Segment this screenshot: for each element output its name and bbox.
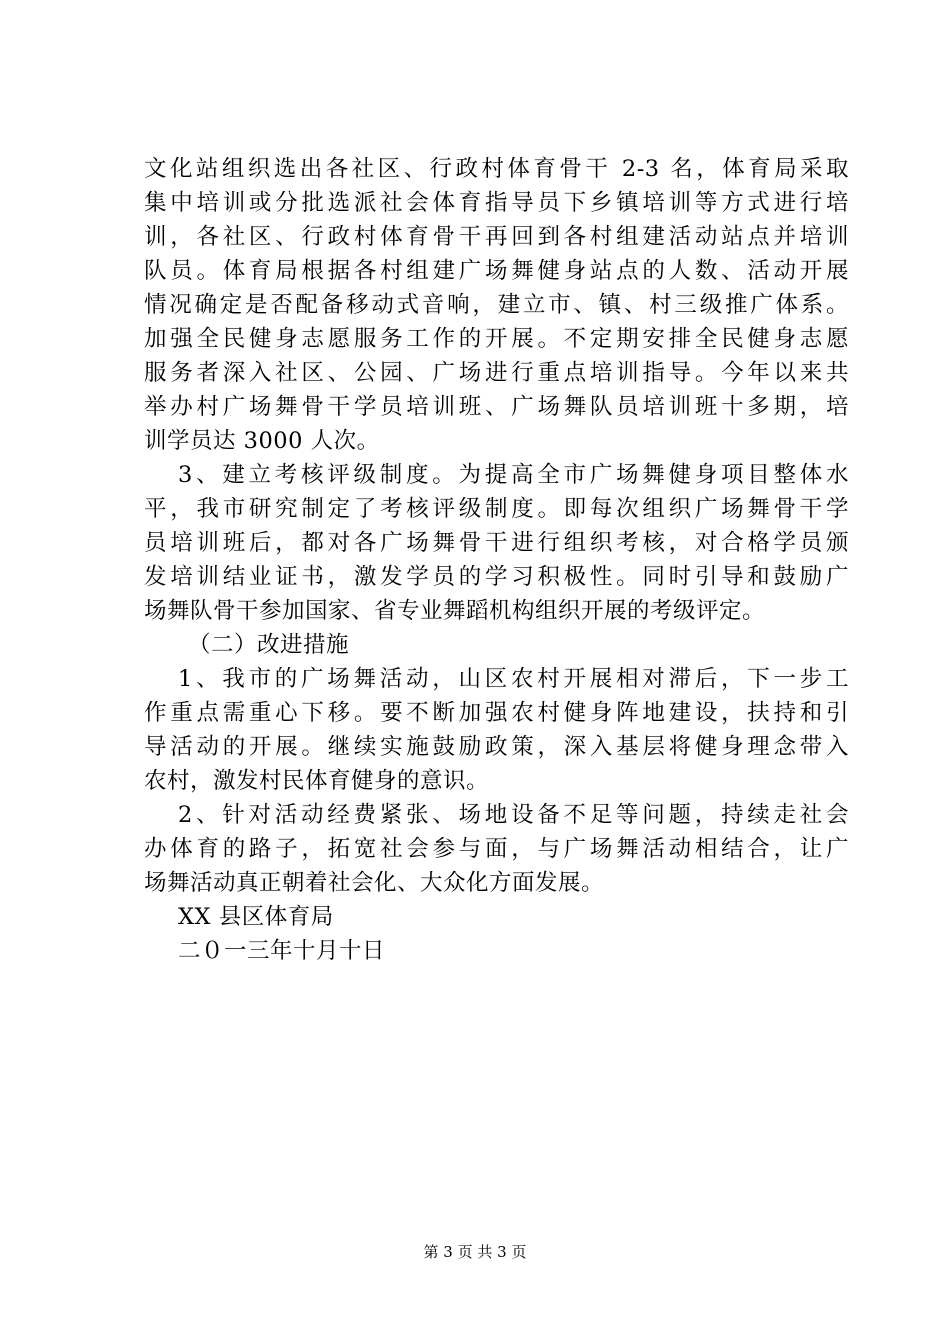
section-heading: （二）改进措施 [188, 632, 350, 658]
body-line: 文化站组织选出各社区、行政村体育骨干 2-3 名，体育局采取 [144, 156, 849, 182]
body-line: 训学员达 3000 人次。 [144, 428, 380, 454]
body-line: 作重点需重心下移。要不断加强农村健身阵地建设，扶持和引 [144, 700, 849, 726]
paragraph-first-line: 3、建立考核评级制度。为提高全市广场舞健身项目整体水 [178, 462, 849, 488]
body-line: 训，各社区、行政村体育骨干再回到各村组建活动站点并培训 [144, 224, 849, 250]
body-line: 员培训班后，都对各广场舞骨干进行组织考核，对合格学员颁 [144, 530, 849, 556]
page-number-footer: 第 3 页 共 3 页 [423, 1243, 527, 1261]
body-line: 农村，激发村民体育健身的意识。 [144, 768, 490, 794]
signature-date: 二０一三年十月十日 [178, 938, 386, 964]
document-body [144, 152, 849, 968]
paragraph-first-line: 2、针对活动经费紧张、场地设备不足等问题，持续走社会 [178, 802, 849, 828]
signature-organization: XX 县区体育局 [178, 904, 334, 930]
body-line: 队员。体育局根据各村组建广场舞健身站点的人数、活动开展 [144, 258, 849, 284]
body-line: 办体育的路子，拓宽社会参与面，与广场舞活动相结合，让广 [144, 836, 849, 862]
body-line: 发培训结业证书，激发学员的学习积极性。同时引导和鼓励广 [144, 564, 849, 590]
body-line: 集中培训或分批选派社会体育指导员下乡镇培训等方式进行培 [144, 190, 849, 216]
body-line: 场舞队骨干参加国家、省专业舞蹈机构组织开展的考级评定。 [144, 598, 766, 624]
paragraph-first-line: 1、我市的广场舞活动，山区农村开展相对滞后，下一步工 [178, 666, 849, 692]
body-line: 举办村广场舞骨干学员培训班、广场舞队员培训班十多期，培 [144, 394, 849, 420]
body-line: 平，我市研究制定了考核评级制度。即每次组织广场舞骨干学 [144, 496, 849, 522]
body-line: 服务者深入社区、公园、广场进行重点培训指导。今年以来共 [144, 360, 849, 386]
body-line: 导活动的开展。继续实施鼓励政策，深入基层将健身理念带入 [144, 734, 849, 760]
body-line: 场舞活动真正朝着社会化、大众化方面发展。 [144, 870, 605, 896]
body-line: 加强全民健身志愿服务工作的开展。不定期安排全民健身志愿 [144, 326, 849, 352]
body-line: 情况确定是否配备移动式音响，建立市、镇、村三级推广体系。 [144, 292, 849, 318]
